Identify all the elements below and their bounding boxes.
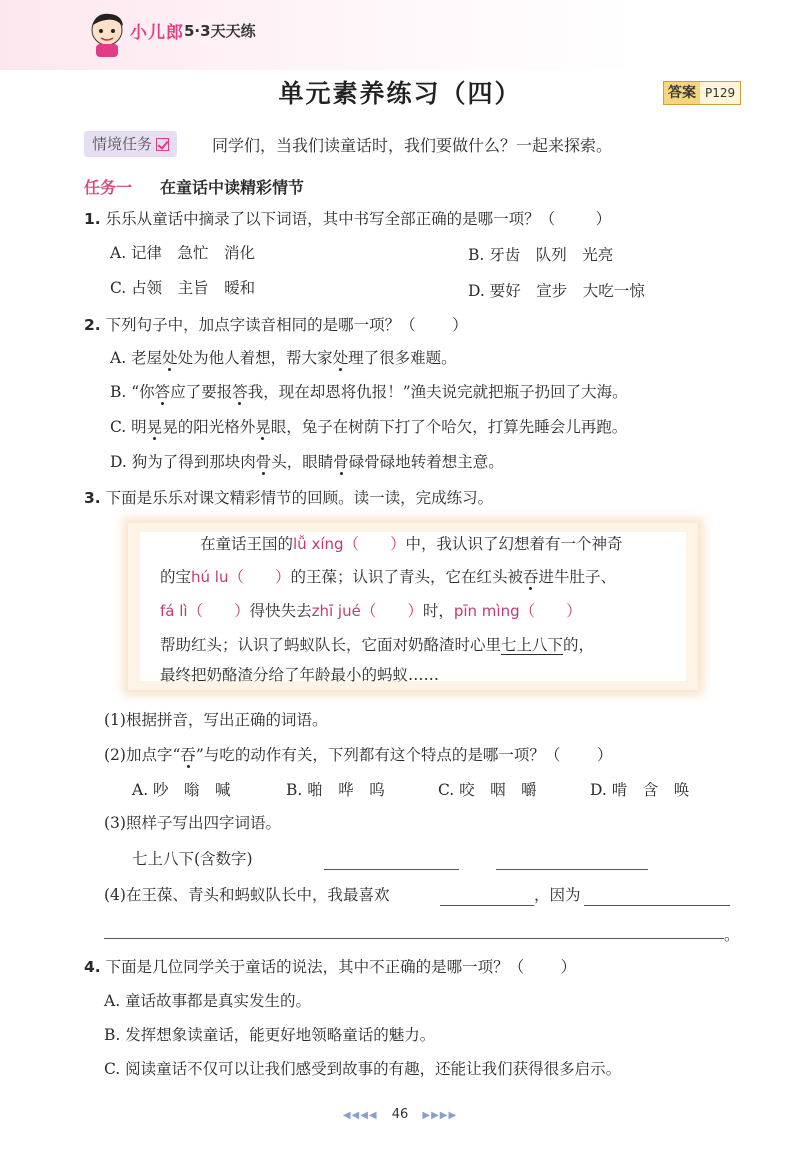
q3-sub-1: (1)根据拼音，写出正确的词语。 bbox=[104, 711, 328, 729]
q4-option-b[interactable]: B. 发挥想象读童话，能更好地领略童话的魅力。 bbox=[104, 1026, 436, 1044]
question-3 bbox=[84, 487, 493, 509]
brand-logo: 小儿郎 bbox=[130, 23, 184, 43]
question-number: 2. bbox=[84, 316, 101, 334]
passage-line-1: 在童话王国的lǚ xíng（ ）中，我认识了幻想着有一个神奇 bbox=[200, 535, 623, 553]
q1-option-d[interactable]: D. 要好 宣步 大吃一惊 bbox=[468, 282, 645, 300]
q2-option-a[interactable]: A. 老屋处处为他人着想，帮大家处理了很多难题。 bbox=[110, 349, 457, 367]
blank-4[interactable]: （ ） bbox=[360, 602, 423, 620]
checkbox-icon bbox=[156, 138, 169, 151]
blank-5[interactable]: （ ） bbox=[519, 602, 582, 620]
question-text: 下面是几位同学关于童话的说法，其中不正确的是哪一项？（ bbox=[105, 958, 525, 976]
q2-option-c[interactable]: C. 明晃晃的阳光格外晃眼，兔子在树荫下打了个哈欠，打算先睡会儿再跑。 bbox=[110, 418, 628, 436]
pinyin-lvxing: lǚ xíng bbox=[293, 535, 344, 553]
pinyin-hulu: hú lu bbox=[191, 568, 229, 586]
answer-label: 答案 bbox=[668, 85, 696, 101]
blank-1[interactable]: （ ） bbox=[343, 535, 406, 553]
q4-option-a[interactable]: A. 童话故事都是真实发生的。 bbox=[104, 992, 312, 1010]
task-number: 任务一 bbox=[84, 178, 133, 197]
answer-line[interactable] bbox=[324, 869, 459, 870]
answer-line[interactable] bbox=[440, 905, 534, 906]
q3-sub2-option-a[interactable]: A. 吵 嗡 喊 bbox=[132, 781, 231, 799]
scenario-tag bbox=[84, 131, 177, 157]
question-2 bbox=[84, 314, 468, 336]
answer-page: P129 bbox=[700, 82, 740, 104]
q3-sub2-option-c[interactable]: C. 咬 咽 嚼 bbox=[438, 781, 537, 799]
question-number: 3. bbox=[84, 489, 101, 507]
brand-series: 5·3天天练 bbox=[184, 22, 256, 40]
answer-tag[interactable] bbox=[663, 81, 741, 105]
q2-option-b[interactable]: B. “你答应了要报答我，现在却恩将仇报！”渔夫说完就把瓶子扔回了大海。 bbox=[110, 383, 628, 401]
q3-sub-2: (2)加点字“吞”与吃的动作有关，下列都有这个特点的是哪一项？（ ） bbox=[104, 746, 613, 764]
passage-line-4: 帮助红头；认识了蚂蚁队长，它面对奶酪渣时心里七上八下的， bbox=[160, 636, 595, 654]
question-text: 乐乐从童话中摘录了以下词语，其中书写全部正确的是哪一项？（ bbox=[105, 210, 556, 228]
page-number: 46 bbox=[391, 1107, 409, 1122]
passage-line-3: fá lì（ ）得快失去zhī jué（ ）时，pīn mìng（ ） bbox=[160, 602, 582, 620]
mascot-icon bbox=[86, 10, 128, 58]
question-text: 下列句子中，加点字读音相同的是哪一项？（ bbox=[105, 316, 416, 334]
pinyin-zhijue: zhī jué bbox=[311, 602, 361, 620]
right-arrows-icon: ▶▶▶▶ bbox=[422, 1110, 458, 1121]
q3-sub-3: (3)照样子写出四字词语。 bbox=[104, 814, 281, 832]
scenario-text: 同学们，当我们读童话时，我们要做什么？一起来探索。 bbox=[212, 136, 613, 155]
answer-line[interactable] bbox=[584, 905, 730, 906]
question-text: 下面是乐乐对课文精彩情节的回顾。读一读，完成练习。 bbox=[105, 489, 494, 507]
answer-paren[interactable]: ） bbox=[596, 746, 613, 764]
q2-option-d[interactable]: D. 狗为了得到那块肉骨头，眼睛骨碌骨碌地转着想主意。 bbox=[110, 453, 504, 471]
blank-3[interactable]: （ ） bbox=[187, 602, 250, 620]
passage-line-5: 最终把奶酪渣分给了年龄最小的蚂蚁…… bbox=[160, 666, 440, 684]
pinyin-pinming: pīn mìng bbox=[453, 602, 520, 620]
scenario-tag-label: 情境任务 bbox=[92, 135, 153, 153]
q3-sub3-example: 七上八下(含数字) bbox=[132, 850, 253, 868]
page-footer bbox=[0, 1107, 800, 1122]
passage-line-2: 的宝hú lu（ ）的王葆；认识了青头，它在红头被吞进牛肚子、 bbox=[160, 568, 617, 586]
underlined-idiom: 七上八下 bbox=[501, 636, 564, 654]
answer-paren[interactable]: ） bbox=[595, 210, 612, 228]
question-4 bbox=[84, 956, 576, 978]
question-number: 4. bbox=[84, 958, 101, 976]
q3-sub2-option-d[interactable]: D. 啃 含 唤 bbox=[590, 781, 690, 799]
question-1 bbox=[84, 208, 611, 230]
left-arrows-icon: ◀◀◀◀ bbox=[342, 1110, 378, 1121]
answer-line[interactable] bbox=[496, 869, 648, 870]
q1-option-b[interactable]: B. 牙齿 队列 光亮 bbox=[468, 246, 614, 264]
q4-option-c[interactable]: C. 阅读童话不仅可以让我们感受到故事的有趣，还能让我们获得很多启示。 bbox=[104, 1060, 622, 1078]
blank-2[interactable]: （ ） bbox=[228, 568, 291, 586]
answer-paren[interactable]: ） bbox=[560, 958, 577, 976]
answer-paren[interactable]: ） bbox=[452, 316, 468, 334]
q3-sub-4: (4)在王葆、青头和蚂蚁队长中，我最喜欢 bbox=[104, 886, 390, 904]
q3-sub2-option-b[interactable]: B. 啪 哗 呜 bbox=[286, 781, 385, 799]
sentence-end: 。 bbox=[724, 926, 740, 944]
question-number: 1. bbox=[84, 210, 101, 228]
page-title: 单元素养练习（四） bbox=[278, 79, 522, 108]
q1-option-c[interactable]: C. 占领 主旨 暧和 bbox=[110, 279, 256, 297]
task-title: 在童话中读精彩情节 bbox=[160, 178, 305, 197]
q1-option-a[interactable]: A. 记律 急忙 消化 bbox=[110, 244, 256, 262]
pinyin-fali: fá lì bbox=[160, 602, 188, 620]
answer-line[interactable] bbox=[104, 938, 724, 939]
q3-sub4-because: ，因为 bbox=[534, 886, 581, 904]
